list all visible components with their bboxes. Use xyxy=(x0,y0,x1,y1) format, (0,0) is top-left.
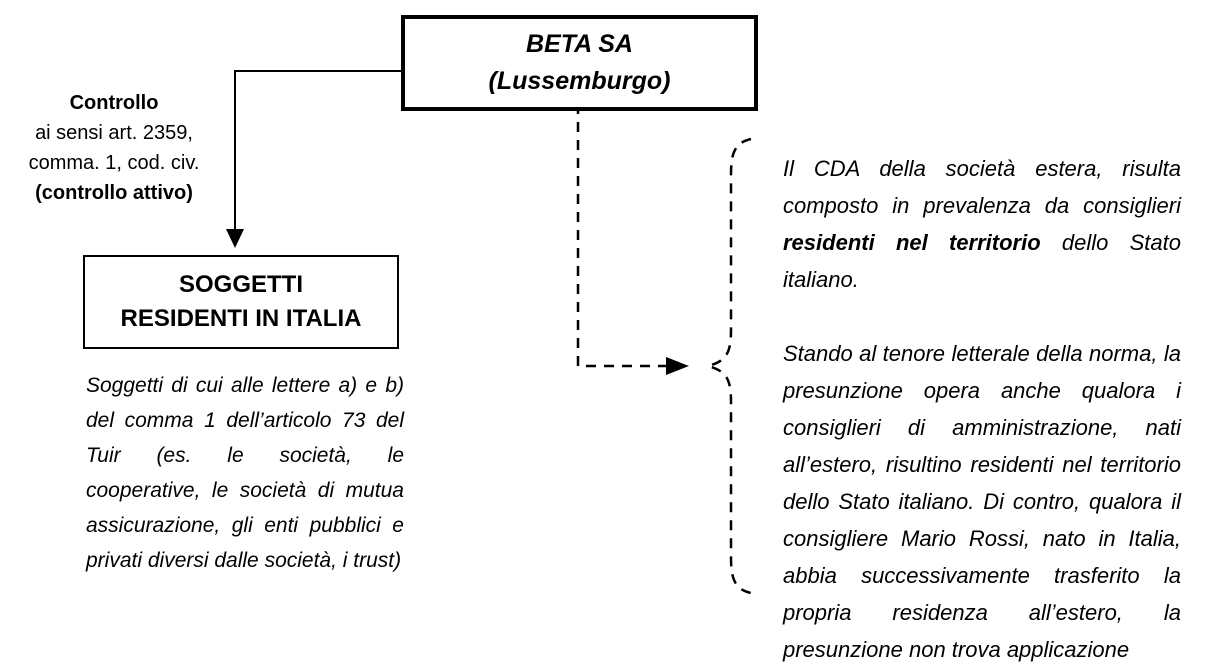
soggetti-line1: SOGGETTI xyxy=(178,271,303,298)
controllo-type: (controllo attivo) xyxy=(35,182,193,204)
cda-note-p1-text: Il CDA della società estera, risulta composto in prevalenza da consiglieri xyxy=(783,156,1181,218)
controllo-title: Controllo xyxy=(69,92,159,114)
cda-note-paragraph-1 xyxy=(783,150,1181,298)
presumption-arrowhead-icon xyxy=(666,357,689,375)
control-arrow xyxy=(226,71,401,248)
cda-note-p1-end: dello Stato italiano. xyxy=(783,230,1181,292)
beta-sa-country: (Lussemburgo) xyxy=(488,67,671,95)
beta-sa-name: BETA SA xyxy=(526,30,633,58)
controllo-label xyxy=(5,88,223,208)
soggetti-line2: RESIDENTI IN ITALIA xyxy=(120,305,362,332)
soggetti-note: Soggetti di cui alle lettere a) e b) del comma 1 dell’articolo 73 del Tuir (es. le società, le cooperative, le società di mutua assicurazione, gli enti pubblici e privati diversi dalle società, i trust) xyxy=(86,374,404,572)
soggetti-box xyxy=(83,255,399,349)
control-arrowhead-icon xyxy=(226,229,244,248)
cda-note-p1-bold: residenti nel territorio xyxy=(783,230,1041,255)
beta-sa-box xyxy=(401,15,758,111)
cda-note-paragraph-2: Stando al tenore letterale della norma, la presunzione opera anche qualora i consiglieri di amministrazione, nati all’estero, risultino residenti nel territorio dello Stato italiano. Di contro, qualora il consigliere Mario Rossi, nato in Italia, abbia successivamente trasferito la propria residenza all’estero, la presunzione non trova applicazione xyxy=(783,341,1181,662)
cda-note xyxy=(783,150,1181,668)
presumption-dashed-arrow xyxy=(578,104,689,375)
controllo-ref-line2: comma. 1, cod. civ. xyxy=(28,152,200,174)
controllo-ref-line1: ai sensi art. 2359, xyxy=(35,122,193,144)
curly-brace-icon xyxy=(708,139,751,593)
